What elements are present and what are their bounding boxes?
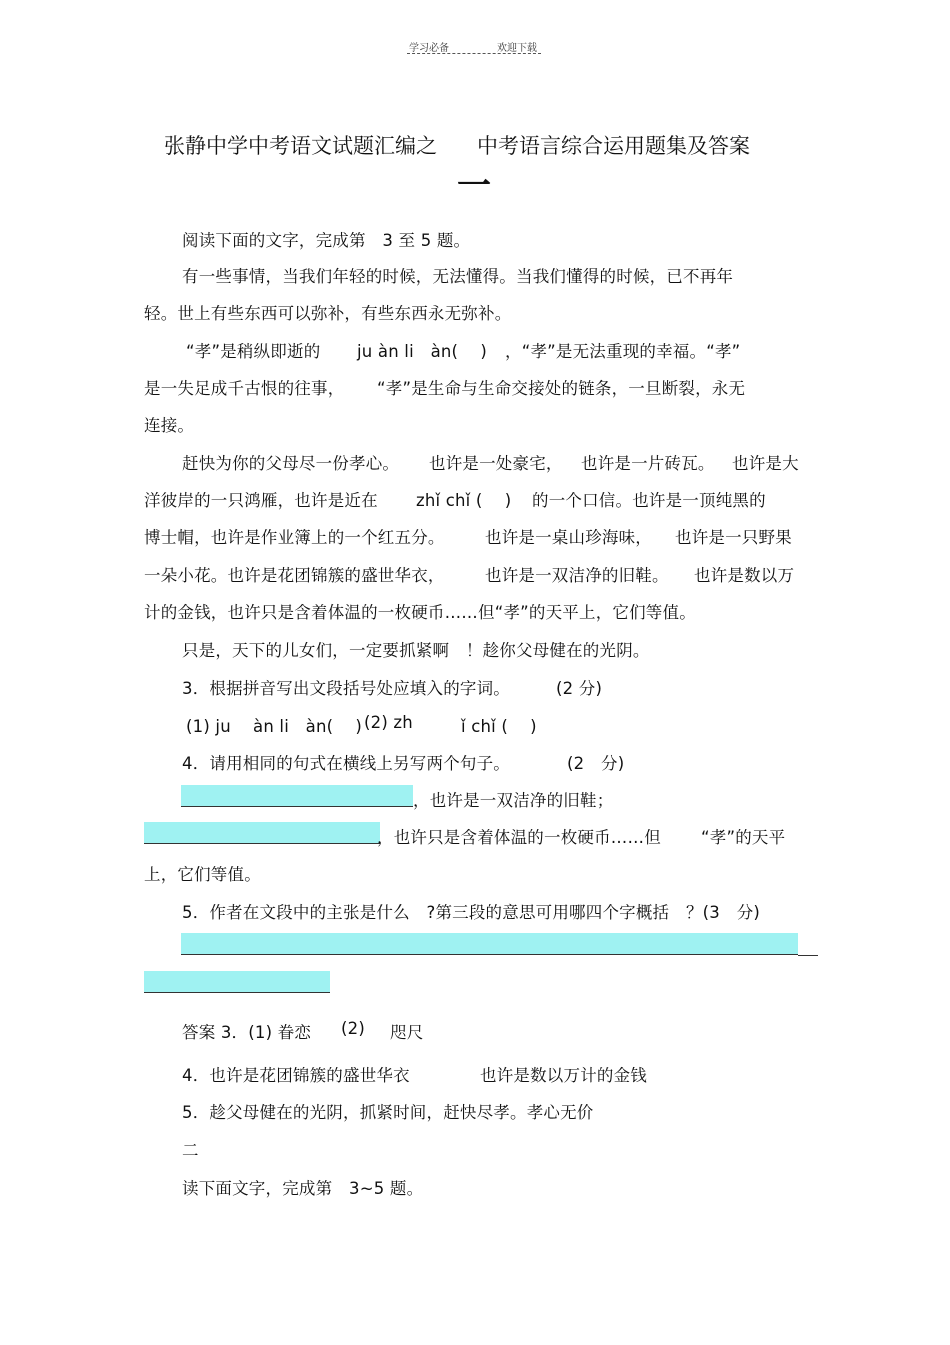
answer-blank-4-line-1[interactable] <box>181 785 413 807</box>
intro-text: 阅读下面的文字，完成第 3 至 5 题。 <box>182 231 471 250</box>
question-3-part-2a: (2) zh <box>364 713 413 732</box>
answer-blank-5-line-1-tail <box>798 955 818 956</box>
question-3-part-2b: ǐ chǐ ( ) <box>461 717 537 736</box>
paragraph-3-line-5: 计的金钱，也许只是含着体温的一枚硬币……但“孝”的天平上，它们等值。 <box>144 603 696 622</box>
answer-blank-5-line-1[interactable] <box>181 933 798 955</box>
section-one-heading: 一 <box>457 166 491 206</box>
question-4-line-3: 上，它们等值。 <box>144 865 261 884</box>
answer-3a: 答案 3．(1) 眷恋 <box>182 1023 312 1042</box>
paragraph-2-pinyin: ju àn li àn( ) <box>357 342 487 361</box>
page-title-part1: 张静中学中考语文试题汇编之 <box>164 134 437 158</box>
paragraph-3-line-2c: 的一个口信。也许是一顶纯黑的 <box>532 491 766 510</box>
answer-3c: 咫尺 <box>390 1023 424 1042</box>
paragraph-3-line-2a: 洋彼岸的一只鸿雁，也许是近在 <box>144 491 378 510</box>
question-3: 3．根据拼音写出文段括号处应填入的字词。 <box>182 679 510 698</box>
question-4-line-1: ，也许是一双洁净的旧鞋； <box>413 791 614 810</box>
paragraph-3-line-1c: 也许是一片砖瓦。 <box>581 454 715 473</box>
question-4: 4．请用相同的句式在横线上另写两个句子。 <box>182 754 510 773</box>
question-4-line-2b: “孝”的天平 <box>701 828 786 847</box>
paragraph-3-line-4a: 一朵小花。也许是花团锦簇的盛世华衣， <box>144 566 445 585</box>
answer-4b: 也许是数以万计的金钱 <box>480 1066 647 1085</box>
paragraph-3-line-4b: 也许是一双洁净的旧鞋。 <box>485 566 669 585</box>
paragraph-3-line-1b: 也许是一处豪宅， <box>429 454 563 473</box>
paragraph-2-line-2a: 是一失足成千古恨的往事， <box>144 379 345 398</box>
paragraph-3-line-4c: 也许是数以万 <box>694 566 795 585</box>
answer-4a: 4．也许是花团锦簇的盛世华衣 <box>182 1066 410 1085</box>
header-left-text: 学习必备 <box>409 43 449 54</box>
paragraph-2-line-1a: “孝”是稍纵即逝的 <box>186 342 321 361</box>
question-3-part-1: (1) ju àn li àn( ) <box>186 717 363 736</box>
paragraph-2-line-3: 连接。 <box>144 416 195 435</box>
paragraph-3-line-3b: 也许是一桌山珍海味， <box>485 528 652 547</box>
paragraph-4: 只是，天下的儿女们，一定要抓紧啊 ！趁你父母健在的光阴。 <box>182 641 650 660</box>
paragraph-3-line-1d: 也许是大 <box>732 454 799 473</box>
paragraph-1-line-2: 轻。世上有些东西可以弥补，有些东西永无弥补。 <box>144 304 512 323</box>
paragraph-1-line-1: 有一些事情，当我们年轻的时候，无法懂得。当我们懂得的时候，已不再年 <box>182 267 734 286</box>
answer-blank-4-line-2[interactable] <box>144 822 380 844</box>
paragraph-3-pinyin: zhǐ chǐ ( ) <box>416 491 512 510</box>
answer-blank-5-line-2[interactable] <box>144 971 330 993</box>
header-right-text: 欢迎下载 <box>497 43 537 54</box>
question-4-line-2a: ，也许只是含着体温的一枚硬币……但 <box>377 828 661 847</box>
paragraph-2-line-1c: ，“孝”是无法重现的幸福。“孝” <box>505 342 741 361</box>
page-title-part2: 中考语言综合运用题集及答案 <box>477 134 750 158</box>
paragraph-3-line-3c: 也许是一只野果 <box>675 528 792 547</box>
question-3-score: (2 分) <box>556 679 603 698</box>
intro-two-text: 读下面文字，完成第 3~5 题。 <box>182 1179 424 1198</box>
header-divider <box>407 53 541 54</box>
paragraph-2-line-2b: “孝”是生命与生命交接处的链条，一旦断裂，永无 <box>377 379 746 398</box>
question-5: 5．作者在文段中的主张是什么 ?第三段的意思可用哪四个字概括 ？(3 分) <box>182 903 761 922</box>
question-4-score: (2 分) <box>567 754 625 773</box>
answer-5: 5．趁父母健在的光阴，抓紧时间，赶快尽孝。孝心无价 <box>182 1103 594 1122</box>
section-two-heading: 二 <box>182 1141 199 1160</box>
paragraph-3-line-3a: 博士帽，也许是作业簿上的一个红五分。 <box>144 528 445 547</box>
paragraph-3-line-1a: 赶快为你的父母尽一份孝心。 <box>182 454 400 473</box>
answer-3b: (2) <box>341 1019 365 1038</box>
